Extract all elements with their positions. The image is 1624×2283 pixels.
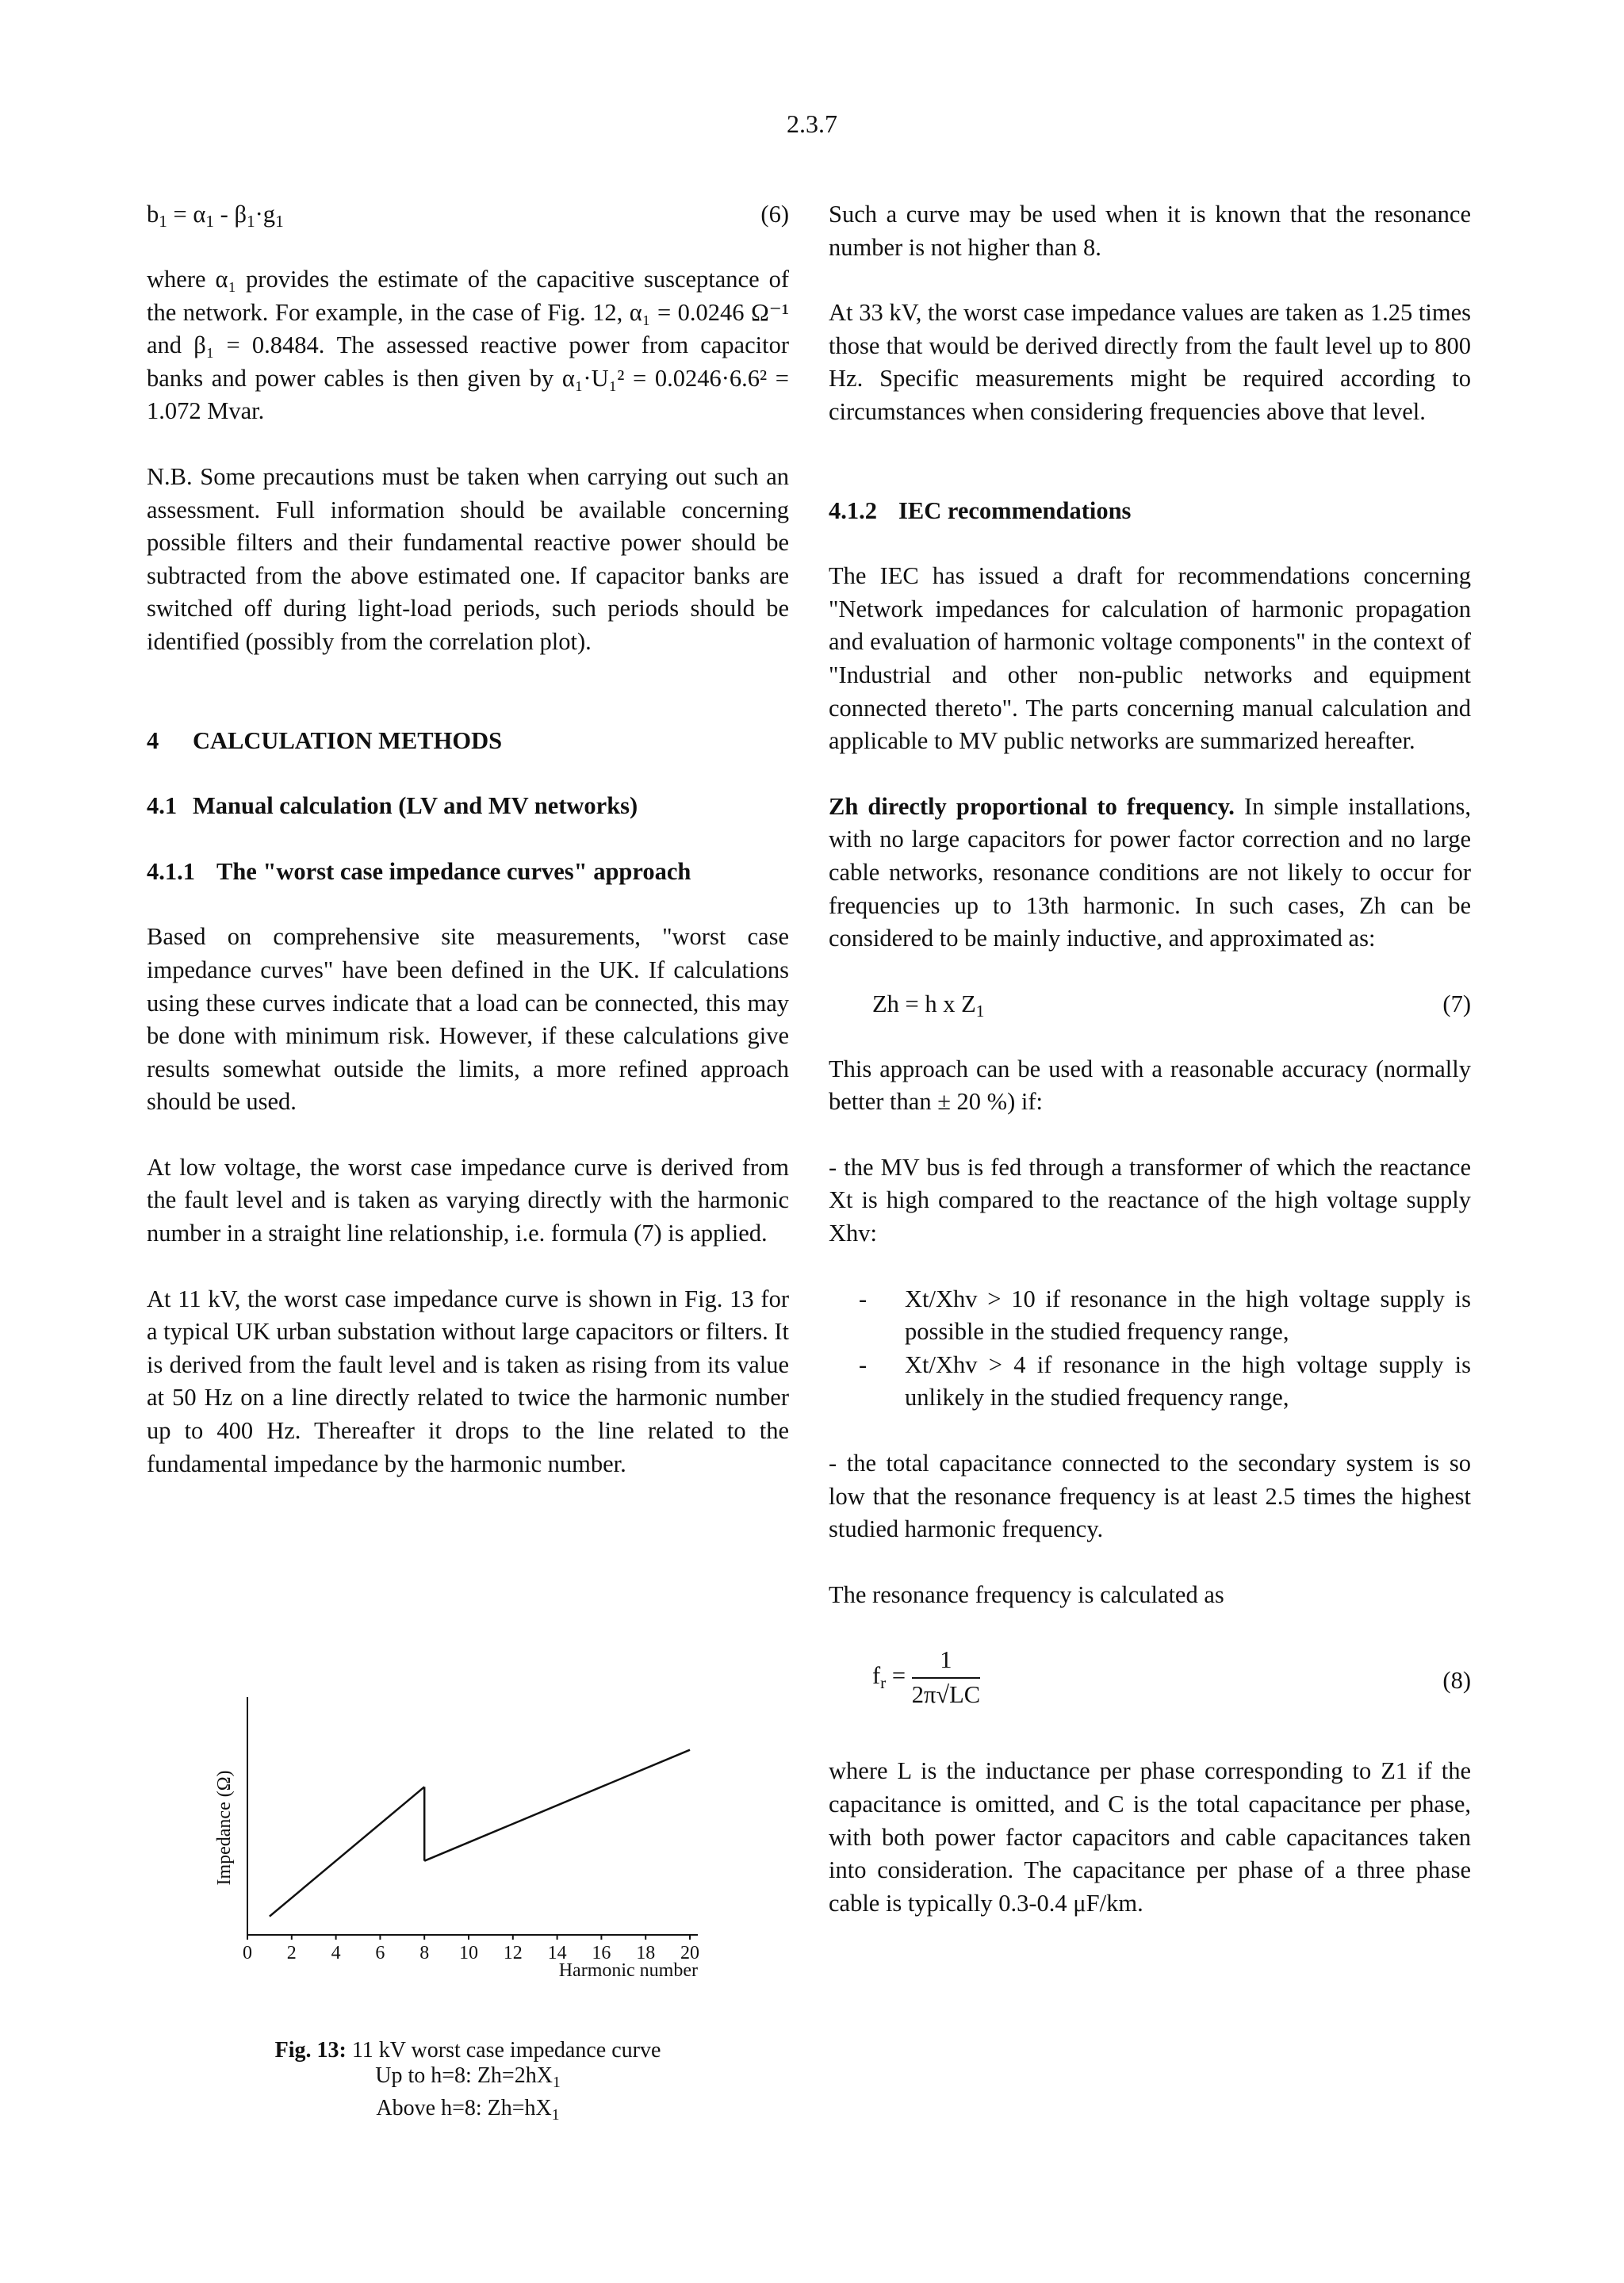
x-tick-label: 0: [243, 1943, 252, 1963]
paragraph: At 11 kV, the worst case impedance curve is shown in Fig. 13 for a typical UK urban substation without large capacitors or filters. It is derived from the fault level and is taken as rising from its value at 50 Hz on a line directly related to twice the harmonic number up to 400 Hz. Thereafter it drops to the line related to the fundamental impedance by the harmonic number.: [147, 1285, 790, 1477]
sub-list: [829, 1283, 1471, 1415]
impedance-chart: [182, 1681, 737, 1998]
paragraph: The resonance frequency is calculated as: [829, 1580, 1224, 1608]
sub-list-item: - Xt/Xhv > 4 if resonance in the high voltage supply is unlikely in the studied frequency range,: [859, 1349, 1471, 1415]
eq8-lhs: fr =: [872, 1662, 912, 1692]
paragraph: N.B. Some precautions must be taken when carrying out such an assessment. Full information should be available concerning possible filters and their fundamental reactive power should be subtracted from the above estimated one. If capacitor banks are switched off during light-load periods, such periods should be identified (possibly from the correlation plot).: [147, 462, 789, 655]
series-line-1: [270, 1787, 424, 1916]
section-heading-4-1-2: 4.1.2 IEC recommendations: [829, 496, 1132, 524]
eq8-number: (8): [1442, 1667, 1471, 1695]
paragraph: Based on comprehensive site measurements, "worst case impedance curves" have been defined in the UK. If calculations using these curves indicate that a load can be connected, this may be done with minimum risk. However, if these calculations give results somewhat outside the limits, a more refined approach should be used.: [147, 923, 789, 1116]
x-tick-label: 2: [286, 1943, 297, 1963]
figure-caption: Fig. 13: 11 kV worst case impedance curve Up to h=8: $Zh=2hX_1$ Above h=8: $Zh=hX_1$: [182, 2038, 753, 2128]
paragraph: Such a curve may be used when it is known that the resonance number is not higher than 8.: [829, 201, 1471, 261]
x-axis-label: Harmonic number: [558, 1960, 698, 1981]
eq8-fraction: $\frac{1}{2\pi√LC}$: [912, 1644, 980, 1711]
section-heading-4: 4 CALCULATION METHODS: [147, 726, 503, 754]
y-axis-label: Impedance (Ω): [214, 1770, 235, 1886]
x-tick-label: 14: [547, 1943, 567, 1963]
paragraph: where L is the inductance per phase corresponding to Z1 if the capacitance is omitted, and C is the total capacitance per phase, with both power factor capacitors and cable capacitances taken into consideration. The capacitance per phase of a three phase cable is typically 0.3-0.4 μF/km.: [829, 1757, 1471, 1917]
caption-line-3: Above h=8: $Zh=hX_1$: [376, 2096, 560, 2124]
caption-line-2: Up to h=8: $Zh=2hX_1$: [375, 2063, 561, 2091]
figure-label: Fig. 13:: [274, 2038, 347, 2063]
series-line-2: [424, 1750, 690, 1861]
right-column: [829, 198, 1471, 1952]
list-item: - the MV bus is fed through a transformer of which the reactance Xt is high compared to the reactance of the high voltage supply Xhv:: [829, 1153, 1471, 1247]
eq6-number: (6): [760, 201, 789, 228]
section-heading-4-1: 4.1 Manual calculation (LV and MV networks): [147, 792, 638, 820]
equation-8: [829, 1644, 1471, 1723]
equation-7: Zh = h x Z1 (7): [829, 988, 1471, 1021]
x-tick-label: 18: [636, 1943, 656, 1963]
x-tick-label: 16: [592, 1943, 611, 1963]
paragraph: This approach can be used with a reasonable accuracy (normally better than ± 20 %) if:: [829, 1055, 1471, 1116]
section-heading-4-1-1: 4.1.1 The "worst case impedance curves" approach: [147, 857, 691, 885]
x-tick-label: 20: [680, 1943, 699, 1963]
x-tick-label: 10: [459, 1943, 478, 1963]
paragraph: Zh directly proportional to frequency. In simple installations, with no large capacitors for power factor correction and no large cable networks, resonance conditions are not likely to occur for frequencies up to 13th harmonic. In such cases, Zh can be considered to be mainly inductive, and approximated as:: [829, 792, 1471, 952]
paragraph: The IEC has issued a draft for recommendations concerning "Network impedances for calculation of harmonic propagation and evaluation of harmonic voltage components" in the context of "Industrial and other non-public networks and equipment connected thereto". The parts concerning manual calculation and applicable to MV public networks are summarized hereafter.: [829, 562, 1471, 755]
sub-list-item: - Xt/Xhv > 10 if resonance in the high voltage supply is possible in the studied frequency range,: [859, 1283, 1471, 1349]
x-tick-label: 12: [503, 1943, 523, 1963]
left-column: [147, 198, 789, 1513]
paragraph: where α₁ provides the estimate of the capacitive susceptance of the network. For example, in the case of Fig. 12, α₁ = 0.0246 Ω⁻¹ and β₁ = 0.8484. The assessed reactive power from capacitor banks and power cables is then given by α₁·U₁² = 0.0246·6.6² = 1.072 Mvar.: [147, 266, 789, 425]
eq7-number: (7): [1442, 990, 1471, 1017]
x-tick-label: 8: [419, 1943, 430, 1963]
equation-6: [147, 198, 789, 232]
x-tick-label: 6: [375, 1943, 385, 1963]
paragraph: At low voltage, the worst case impedance curve is derived from the fault level and is taken as varying directly with the harmonic number in a straight line relationship, i.e. formula (7) is applied.: [147, 1153, 789, 1247]
eq6-lhs: b1 = α1 - β1·g1: [147, 201, 284, 231]
page-number: 2.3.7: [787, 109, 837, 138]
x-tick-label: 4: [331, 1943, 341, 1963]
list-item: - the total capacitance connected to the secondary system is so low that the resonance frequency is at least 2.5 times the highest studied harmonic frequency.: [829, 1450, 1471, 1543]
paragraph: At 33 kV, the worst case impedance values are taken as 1.25 times those that would be derived directly from the fault level up to 800 Hz. Specific measurements might be required according to circumstances when considering frequencies above that level.: [829, 299, 1471, 425]
